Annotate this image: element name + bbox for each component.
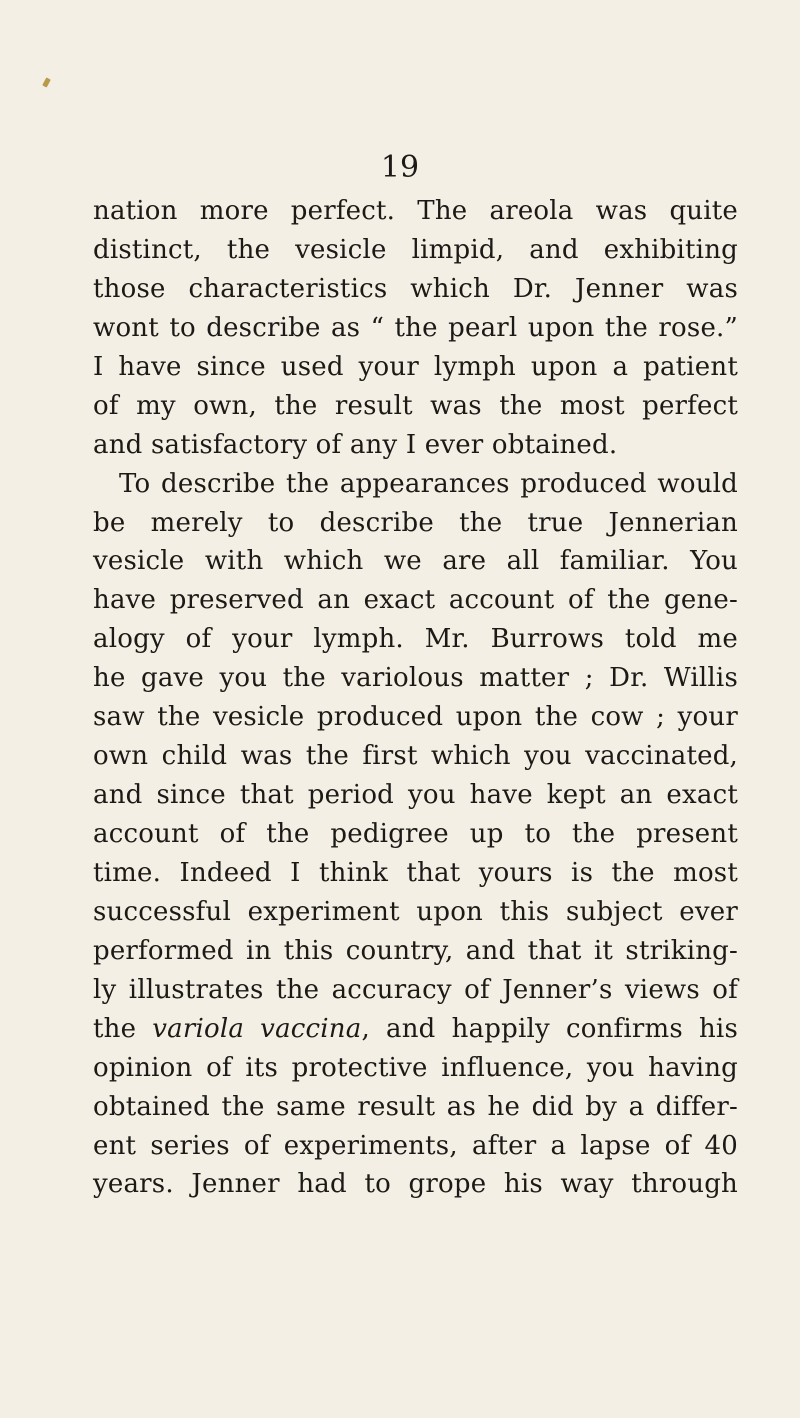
text-line: alogy of your lymph. Mr. Burrows told me bbox=[93, 624, 738, 655]
text-line: successful experiment upon this subject ever bbox=[93, 896, 738, 927]
text-fragment: the bbox=[93, 1013, 153, 1044]
text-line: those characteristics which Dr. Jenner was bbox=[93, 273, 738, 304]
text-line: saw the vesicle produced upon the cow ; your bbox=[93, 702, 738, 733]
text-line: distinct, the vesicle limpid, and exhibiting bbox=[93, 234, 738, 265]
text-line: opinion of its protective influence, you having bbox=[93, 1052, 738, 1083]
text-line: account of the pedigree up to the present bbox=[93, 819, 738, 849]
text-line: ent series of experiments, after a lapse of 40 bbox=[93, 1130, 738, 1161]
text-line-with-italic bbox=[93, 1010, 738, 1049]
text-line: vesicle with which we are all familiar. You bbox=[93, 546, 738, 577]
text-line: own child was the first which you vaccinated, bbox=[93, 741, 738, 772]
text-line: nation more perfect. The areola was quite bbox=[93, 196, 738, 226]
text-line: time. Indeed I think that yours is the most bbox=[93, 857, 738, 888]
text-line: and satisfactory of any I ever obtained. bbox=[93, 429, 618, 460]
text-line: I have since used your lymph upon a patient bbox=[93, 351, 738, 382]
text-line: be merely to describe the true Jennerian bbox=[93, 507, 738, 538]
body-text bbox=[93, 192, 738, 1204]
text-line: To describe the appearances produced would bbox=[119, 468, 738, 499]
text-line: performed in this country, and that it striking- bbox=[93, 935, 738, 966]
text-line: wont to describe as “ the pearl upon the rose.” bbox=[93, 312, 738, 343]
text-fragment: , and happily confirms his bbox=[361, 1013, 738, 1044]
text-line: years. Jenner had to grope his way through bbox=[93, 1169, 738, 1200]
text-line: and since that period you have kept an exact bbox=[93, 780, 738, 811]
text-line: ly illustrates the accuracy of Jenner’s views of bbox=[93, 974, 738, 1005]
page-number: 19 bbox=[380, 150, 420, 185]
text-line: of my own, the result was the most perfect bbox=[93, 390, 738, 421]
stray-ink-mark bbox=[42, 77, 51, 87]
italic-term: variola vaccina bbox=[152, 1013, 362, 1044]
text-line: have preserved an exact account of the gene- bbox=[93, 585, 738, 616]
text-line: he gave you the variolous matter ; Dr. Willis bbox=[93, 663, 738, 694]
text-line: obtained the same result as he did by a differ- bbox=[93, 1091, 738, 1122]
